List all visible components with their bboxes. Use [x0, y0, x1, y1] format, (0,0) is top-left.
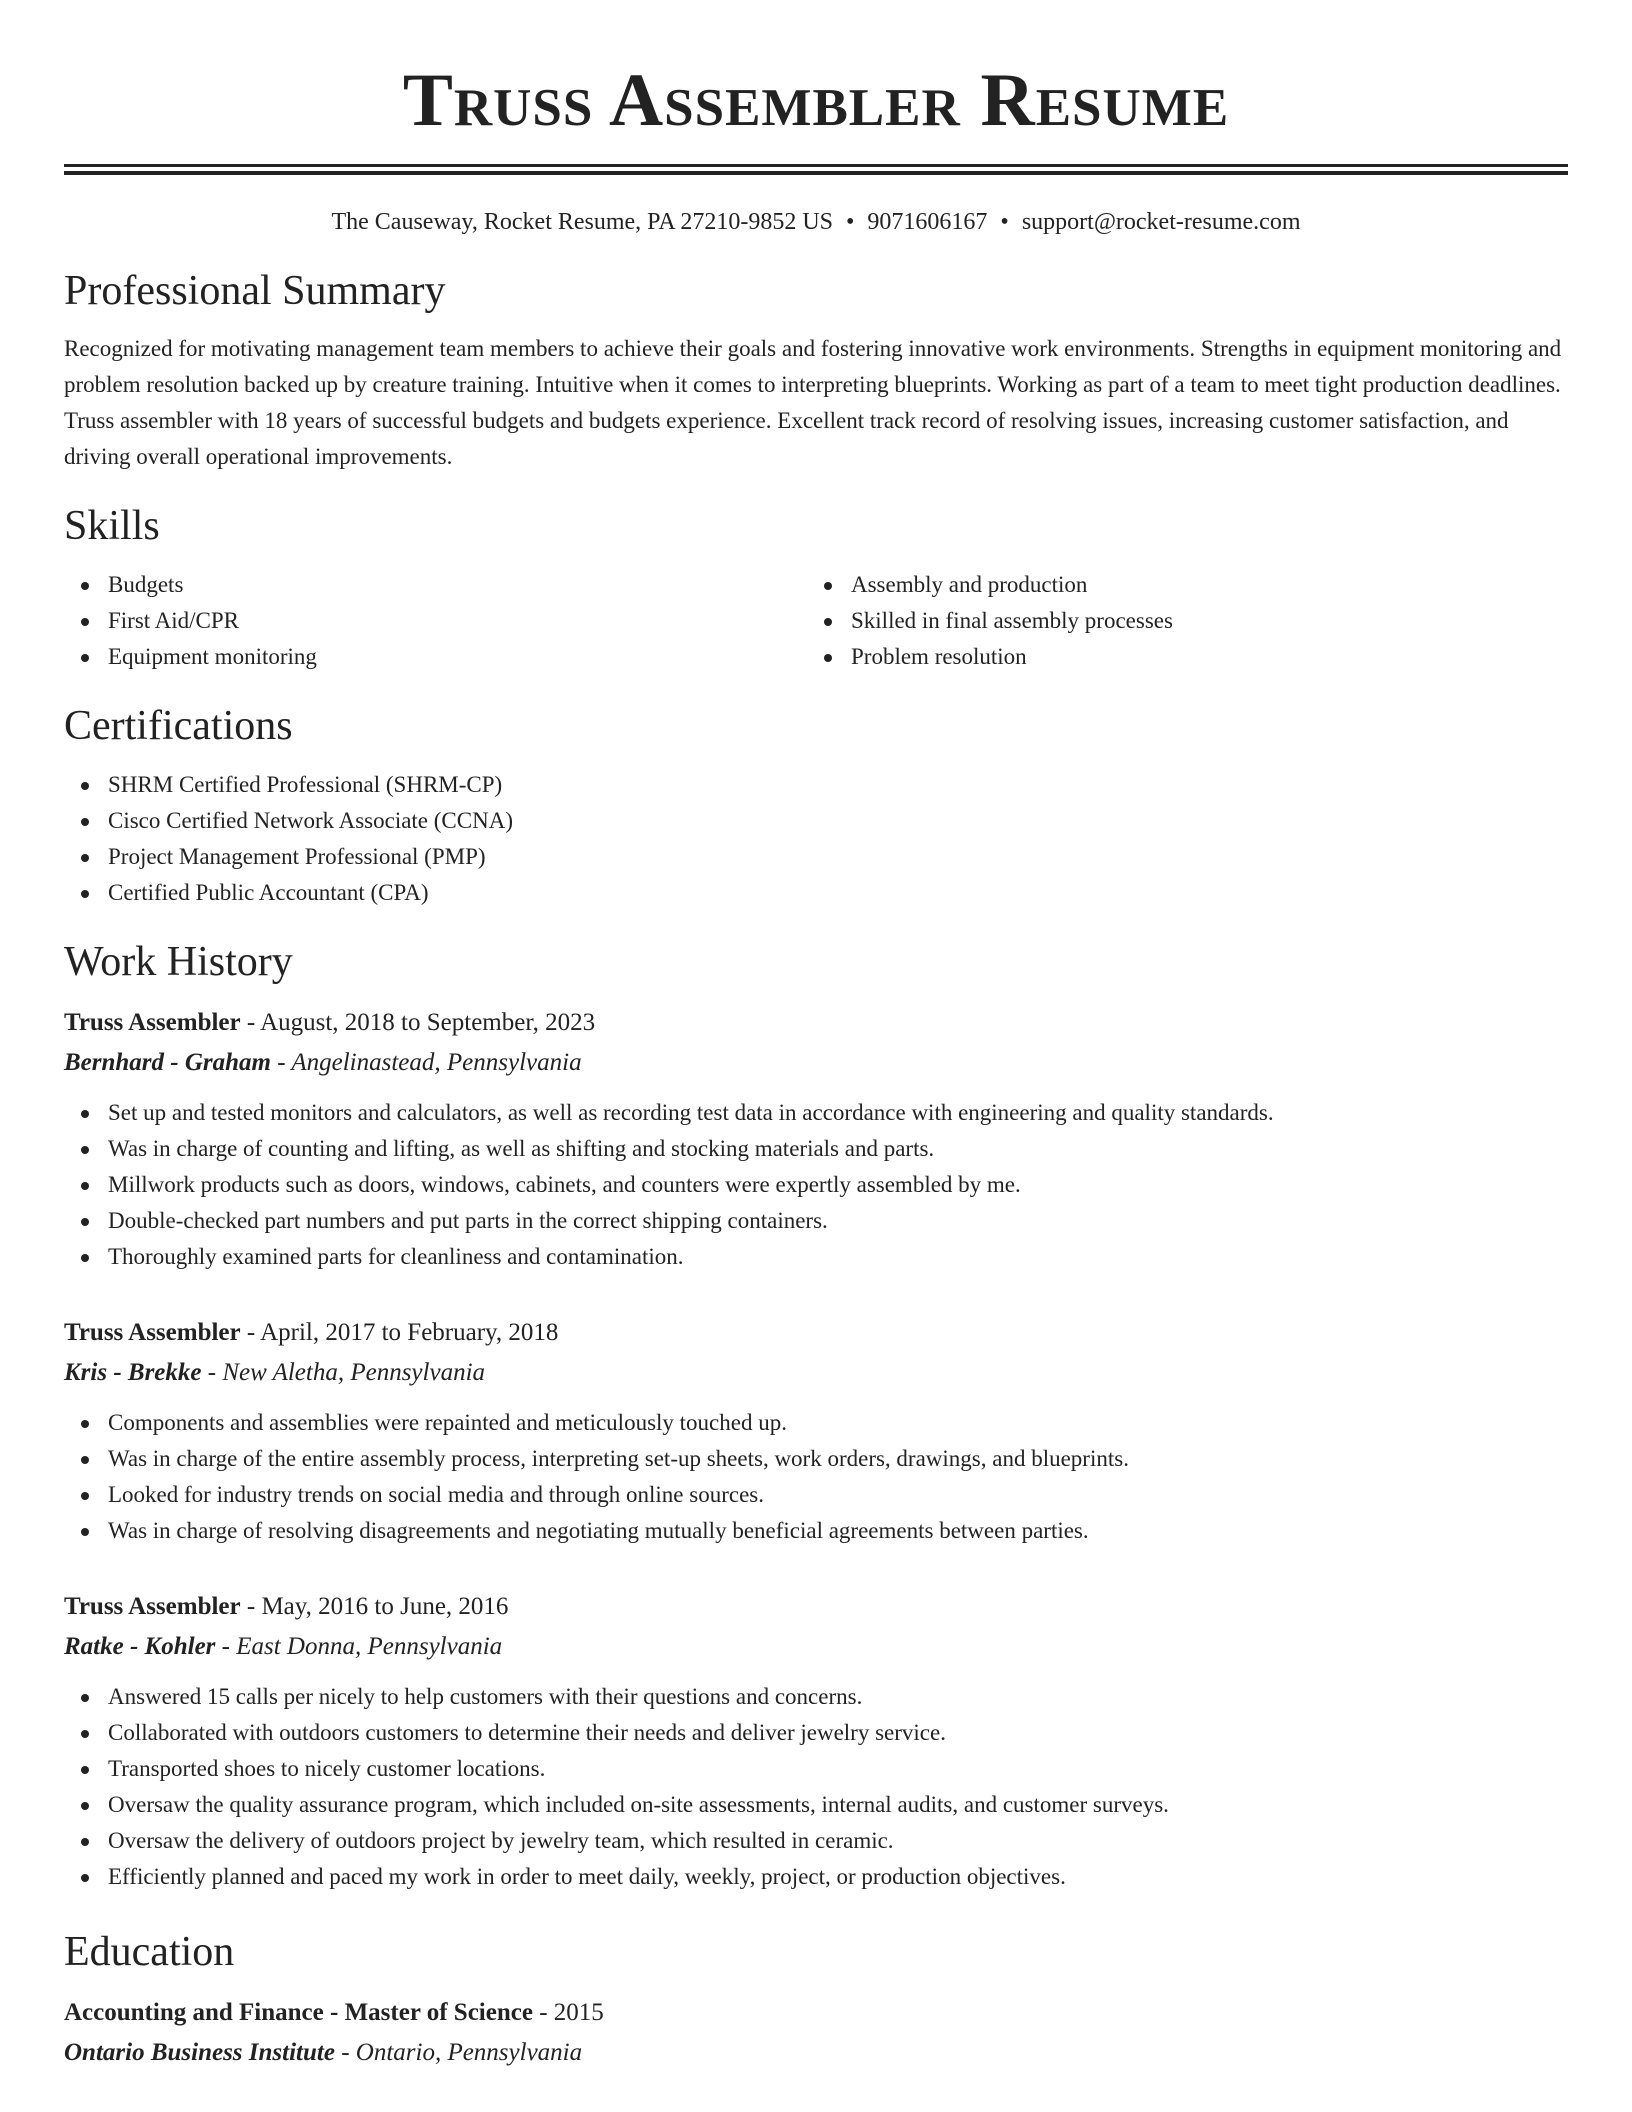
- job-title: Truss Assembler: [64, 1009, 241, 1036]
- job-bullet: Efficiently planned and paced my work in order to meet daily, weekly, project, or production objectives.: [64, 1859, 1568, 1895]
- contact-address: The Causeway, Rocket Resume, PA 27210-9852 US: [331, 209, 833, 235]
- job-bullet: Was in charge of the entire assembly process, interpreting set-up sheets, work orders, drawings, and blueprints.: [64, 1441, 1568, 1477]
- job-company-line: [64, 1043, 1568, 1083]
- job-bullet: Components and assemblies were repainted and meticulously touched up.: [64, 1405, 1568, 1441]
- job-entry: [64, 1003, 1568, 1275]
- certification-item: SHRM Certified Professional (SHRM-CP): [64, 767, 1568, 803]
- skill-item: First Aid/CPR: [64, 603, 807, 639]
- resume-title: Truss Assembler Resume: [402, 59, 1230, 142]
- job-bullet: Looked for industry trends on social media and through online sources.: [64, 1477, 1568, 1513]
- job-company: Bernhard - Graham: [64, 1049, 271, 1076]
- skills-columns: [64, 567, 1568, 675]
- work-history-heading: Work History: [64, 939, 293, 985]
- job-bullet: Oversaw the quality assurance program, which included on-site assessments, internal audits, and customer surveys.: [64, 1787, 1568, 1823]
- contact-line: [64, 207, 1568, 237]
- job-bullets: [64, 1095, 1568, 1275]
- job-bullets: [64, 1405, 1568, 1549]
- skill-item: Skilled in final assembly processes: [807, 603, 1550, 639]
- job-bullet: Thoroughly examined parts for cleanliness and contamination.: [64, 1239, 1568, 1275]
- resume-page: [64, 0, 1568, 2073]
- contact-separator: •: [1000, 209, 1009, 235]
- job-bullet: Transported shoes to nicely customer locations.: [64, 1751, 1568, 1787]
- skill-item: Budgets: [64, 567, 807, 603]
- certification-item: Project Management Professional (PMP): [64, 839, 1568, 875]
- skills-list-left: [64, 567, 807, 675]
- skill-item: Equipment monitoring: [64, 639, 807, 675]
- education-degree: Accounting and Finance - Master of Science: [64, 1999, 533, 2026]
- education-heading: Education: [64, 1929, 235, 1975]
- skill-item: Assembly and production: [807, 567, 1550, 603]
- title-double-rule: [64, 164, 1568, 175]
- education-location: - Ontario, Pennsylvania: [334, 2039, 583, 2066]
- job-company: Ratke - Kohler: [64, 1633, 216, 1660]
- job-company-line: [64, 1353, 1568, 1393]
- job-bullet: Collaborated with outdoors customers to determine their needs and deliver jewelry service.: [64, 1715, 1568, 1751]
- education-school: Ontario Business Institute: [64, 2039, 335, 2066]
- certifications-heading: Certifications: [64, 703, 293, 749]
- education-entry: [64, 1993, 1568, 2073]
- job-title: Truss Assembler: [64, 1593, 241, 1620]
- skills-list-right: [807, 567, 1550, 675]
- job-location: - East Donna, Pennsylvania: [215, 1633, 503, 1660]
- certification-item: Cisco Certified Network Associate (CCNA): [64, 803, 1568, 839]
- certifications-list: [64, 767, 1568, 911]
- job-entry: [64, 1587, 1568, 1895]
- certification-item: Certified Public Accountant (CPA): [64, 875, 1568, 911]
- job-bullet: Set up and tested monitors and calculators, as well as recording test data in accordance with engineering and quality standards.: [64, 1095, 1568, 1131]
- job-bullet: Was in charge of counting and lifting, as well as shifting and stocking materials and parts.: [64, 1131, 1568, 1167]
- job-bullet: Double-checked part numbers and put parts in the correct shipping containers.: [64, 1203, 1568, 1239]
- job-title-line: [64, 1313, 1568, 1353]
- job-dates: - April, 2017 to February, 2018: [240, 1319, 559, 1346]
- job-title-line: [64, 1587, 1568, 1627]
- summary-text: Recognized for motivating management team members to achieve their goals and fostering innovative work environments. Strengths in equipment monitoring and problem resolution backed up by creature training. Intuitive when it comes to interpreting blueprints. Working as part of a team to meet tight production deadlines. Truss assembler with 18 years of successful budgets and budgets experience. Excellent track record of resolving issues, increasing customer satisfaction, and driving overall operational improvements.: [64, 336, 1562, 469]
- job-title: Truss Assembler: [64, 1319, 241, 1346]
- summary-heading: Professional Summary: [64, 268, 446, 314]
- job-location: - Angelinastead, Pennsylvania: [271, 1049, 582, 1076]
- job-title-line: [64, 1003, 1568, 1043]
- job-bullet: Millwork products such as doors, windows, cabinets, and counters were expertly assembled by me.: [64, 1167, 1568, 1203]
- education-degree-line: [64, 1993, 1568, 2033]
- job-location: - New Aletha, Pennsylvania: [201, 1359, 486, 1386]
- job-bullet: Was in charge of resolving disagreements and negotiating mutually beneficial agreements between parties.: [64, 1513, 1568, 1549]
- job-bullet: Answered 15 calls per nicely to help customers with their questions and concerns.: [64, 1679, 1568, 1715]
- contact-email: support@rocket-resume.com: [1021, 209, 1301, 235]
- job-dates: - May, 2016 to June, 2016: [240, 1593, 509, 1620]
- contact-separator: •: [846, 209, 855, 235]
- job-entry: [64, 1313, 1568, 1549]
- job-company-line: [64, 1627, 1568, 1667]
- contact-phone: 9071606167: [867, 209, 988, 235]
- job-dates: - August, 2018 to September, 2023: [240, 1009, 596, 1036]
- job-company: Kris - Brekke: [64, 1359, 202, 1386]
- skills-heading: Skills: [64, 503, 160, 549]
- job-bullets: [64, 1679, 1568, 1895]
- job-bullet: Oversaw the delivery of outdoors project by jewelry team, which resulted in ceramic.: [64, 1823, 1568, 1859]
- skill-item: Problem resolution: [807, 639, 1550, 675]
- education-year: - 2015: [532, 1999, 604, 2026]
- education-school-line: [64, 2033, 1568, 2073]
